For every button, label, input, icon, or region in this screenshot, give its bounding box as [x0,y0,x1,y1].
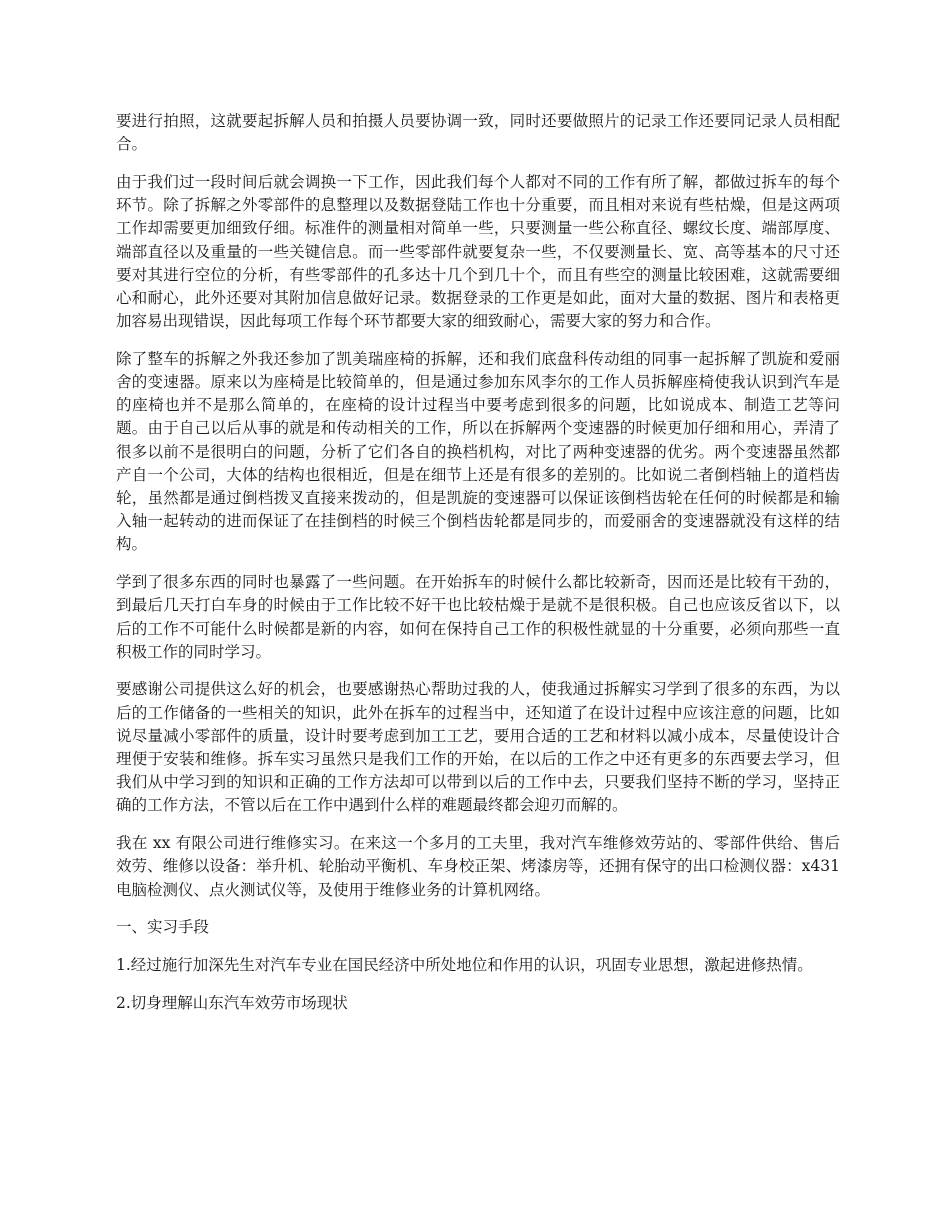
paragraph: 由于我们过一段时间后就会调换一下工作，因此我们每个人都对不同的工作有所了解，都做过拆车的每个环节。除了拆解之外零部件的息整理以及数据登陆工作也十分重要，而且相对来说有些枯燥，但是这两项工作却需要更加细致仔细。标准件的测量相对简单一些，只要测量一些公称直径、螺纹长度、端部厚度、端部直径以及重量的一些关键信息。而一些零部件就要复杂一些，不仅要测量长、宽、高等基本的尺寸还要对其进行空位的分析，有些零部件的孔多达十几个到几十个，而且有些空的测量比较困难，这就需要细心和耐心，此外还要对其附加信息做好记录。数据登录的工作更是如此，面对大量的数据、图片和表格更加容易出现错误，因此每项工作每个环节都要大家的细致耐心，需要大家的努力和合作。 [116,172,840,331]
paragraph: 除了整车的拆解之外我还参加了凯美瑞座椅的拆解，还和我们底盘科传动组的同事一起拆解了凯旋和爱丽舍的变速器。原来以为座椅是比较简单的，但是通过参加东风李尔的工作人员拆解座椅使我认识到汽车是的座椅也并不是那么简单的，在座椅的设计过程当中要考虑到很多的问题，比如说成本、制造工艺等问题。由于自己以后从事的就是和传动相关的工作，所以在拆解两个变速器的时候更加仔细和用心，弄清了很多以前不是很明白的问题，分析了它们各自的换档机构，对比了两种变速器的优劣。两个变速器虽然都产自一个公司，大体的结构也很相近，但是在细节上还是有很多的差别的。比如说二者倒档轴上的道档齿轮，虽然都是通过倒档拨叉直接来拨动的，但是凯旋的变速器可以保证该倒档齿轮在任何的时候都是和输入轴一起转动的进而保证了在挂倒档的时候三个倒档齿轮都是同步的，而爱丽舍的变速器就没有这样的结构。 [116,349,840,554]
list-item: 2.切身理解山东汽车效劳市场现状 [116,993,348,1012]
paragraph: 要进行拍照，这就要起拆解人员和拍摄人员要协调一致，同时还要做照片的记录工作还要同记录人员相配合。 [116,112,840,154]
document-body [116,110,840,1029]
paragraph: 要感谢公司提供这么好的机会，也要感谢热心帮助过我的人，使我通过拆解实习学到了很多的东西，为以后的工作储备的一些相关的知识，此外在拆车的过程当中，还知道了在设计过程中应该注意的问题，比如说尽量减小零部件的质量，设计时要考虑到加工工艺，要用合适的工艺和材料以减小成本，尽量使设计合理便于安装和维修。拆车实习虽然只是我们工作的开始，在以后的工作之中还有更多的东西要去学习，但我们从中学习到的知识和正确的工作方法却可以带到以后的工作中去，只要我们坚持不断的学习，坚持正确的工作方法，不管以后在工作中遇到什么样的难题最终都会迎刃而解的。 [116,680,840,815]
paragraph: 学到了很多东西的同时也暴露了一些问题。在开始拆车的时候什么都比较新奇，因而还是比较有干劲的，到最后几天打白车身的时候由于工作比较不好干也比较枯燥于是就不是很积极。自己也应该反省以下，以后的工作不可能什么时候都是新的内容，如何在保持自己工作的积极性就显的十分重要，必须向那些一直积极工作的同时学习。 [116,573,840,661]
paragraph: 我在 xx 有限公司进行维修实习。在来这一个多月的工夫里，我对汽车维修效劳站的、零部件供给、售后效劳、维修以设备：举升机、轮胎动平衡机、车身校正架、烤漆房等，还拥有保守的出口检测仪器：x431 电脑检测仪、点火测试仪等，及使用于维修业务的计算机网络。 [116,834,840,899]
section-heading: 一、实习手段 [116,918,210,937]
list-item: 1.经过施行加深先生对汽车专业在国民经济中所处地位和作用的认识，巩固专业思想，激起进修热情。 [116,956,813,974]
